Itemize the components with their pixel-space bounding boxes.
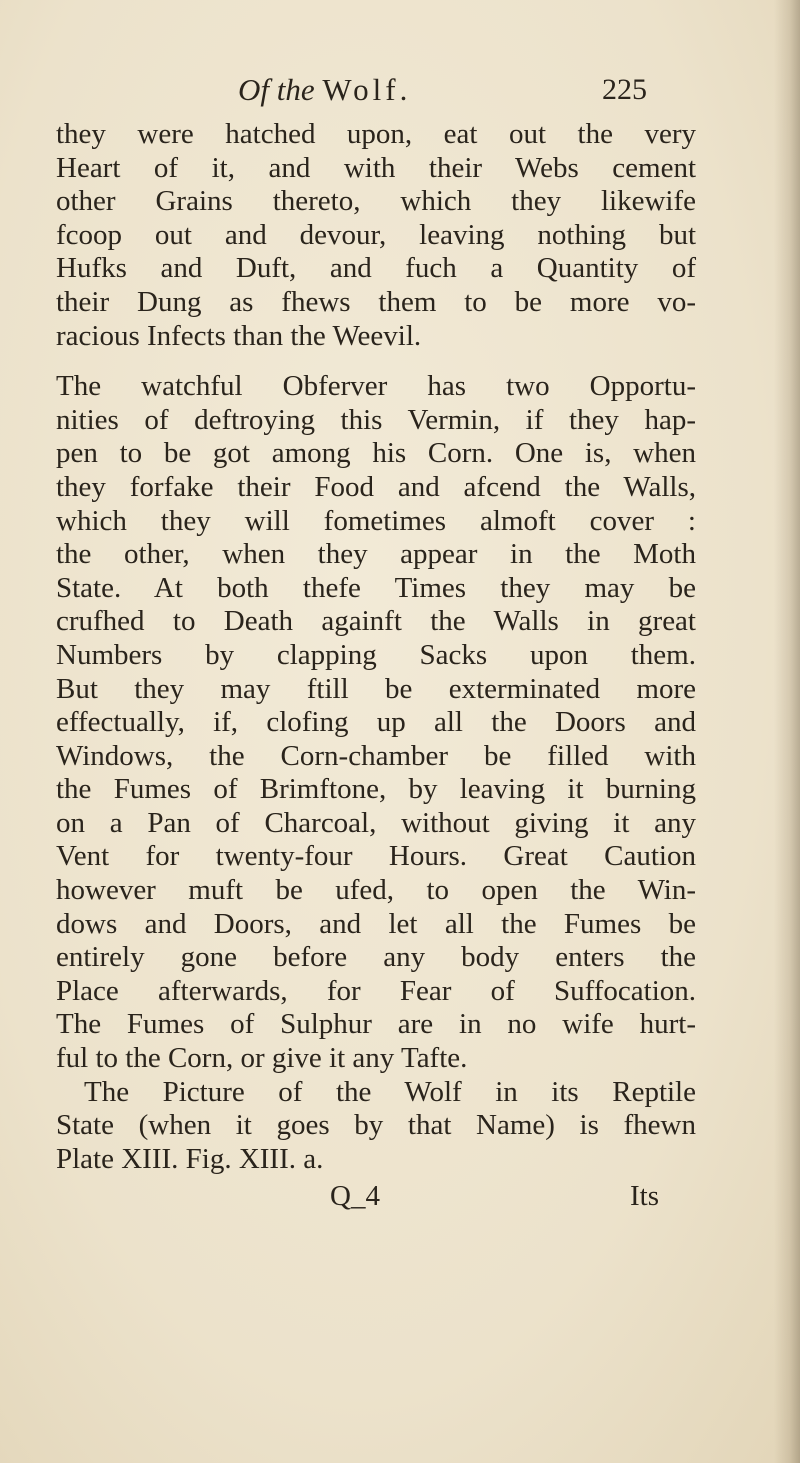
text-line: effectually, if, clofing up all the Doors and (56, 706, 696, 739)
text-line: entirely gone before any body enters the (56, 941, 696, 974)
text-line: State. At both thefe Times they may be (56, 571, 696, 604)
running-head-title-caps: Wolf. (322, 72, 412, 107)
text-line: The watchful Obferver has two Opportu- (56, 370, 696, 403)
text-line: the Fumes of Brimftone, by leaving it burning (56, 773, 696, 806)
running-head (238, 68, 688, 112)
page-edge-shadow (774, 0, 800, 1463)
signature-mark: Q_4 (330, 1180, 380, 1212)
text-line: nities of deftroying this Vermin, if they hap- (56, 403, 696, 436)
text-line: however muft be ufed, to open the Win- (56, 874, 696, 907)
text-line: dows and Doors, and let all the Fumes be (56, 907, 696, 940)
text-line: pen to be got among his Corn. One is, when (56, 437, 696, 470)
text-line: they forfake their Food and afcend the Walls, (56, 470, 696, 503)
paragraph-gap (56, 353, 696, 370)
paragraph-2 (56, 370, 696, 1075)
text-line: Plate XIII. Fig. XIII. a. (56, 1142, 324, 1175)
paragraph-1 (56, 118, 696, 353)
body-text (56, 118, 696, 1176)
text-line: the other, when they appear in the Moth (56, 538, 696, 571)
text-line: Numbers by clapping Sacks upon them. (56, 638, 696, 671)
text-line: Heart of it, and with their Webs cement (56, 151, 696, 184)
running-head-title-prefix: Of the (238, 72, 323, 107)
text-line: Hufks and Duft, and fuch a Quantity of (56, 252, 696, 285)
text-line: Place afterwards, for Fear of Suffocation. (56, 974, 696, 1007)
text-line: Vent for twenty-four Hours. Great Caution (56, 840, 696, 873)
text-line: which they will fometimes almoft cover : (56, 504, 696, 537)
catchword: Its (630, 1180, 659, 1212)
text-line: crufhed to Death againft the Walls in great (56, 605, 696, 638)
text-line: Windows, the Corn-chamber be filled with (56, 739, 696, 772)
text-line: fcoop out and devour, leaving nothing but (56, 218, 696, 251)
text-line: But they may ftill be exterminated more (56, 672, 696, 705)
page-number: 225 (602, 73, 647, 106)
text-line: on a Pan of Charcoal, without giving it any (56, 806, 696, 839)
text-line: other Grains thereto, which they likewife (56, 185, 696, 218)
text-line: racious Infects than the Weevil. (56, 319, 422, 352)
text-line: The Fumes of Sulphur are in no wife hurt- (56, 1008, 696, 1041)
text-line: their Dung as fhews them to be more vo- (56, 285, 696, 318)
page-footer (0, 1178, 800, 1214)
text-line: The Picture of the Wolf in its Reptile (84, 1075, 696, 1108)
running-head-title (238, 68, 411, 112)
paragraph-3 (56, 1076, 696, 1177)
text-line: they were hatched upon, eat out the very (56, 118, 696, 150)
text-line: ful to the Corn, or give it any Tafte. (56, 1042, 468, 1075)
text-line: State (when it goes by that Name) is fhewn (56, 1109, 696, 1142)
